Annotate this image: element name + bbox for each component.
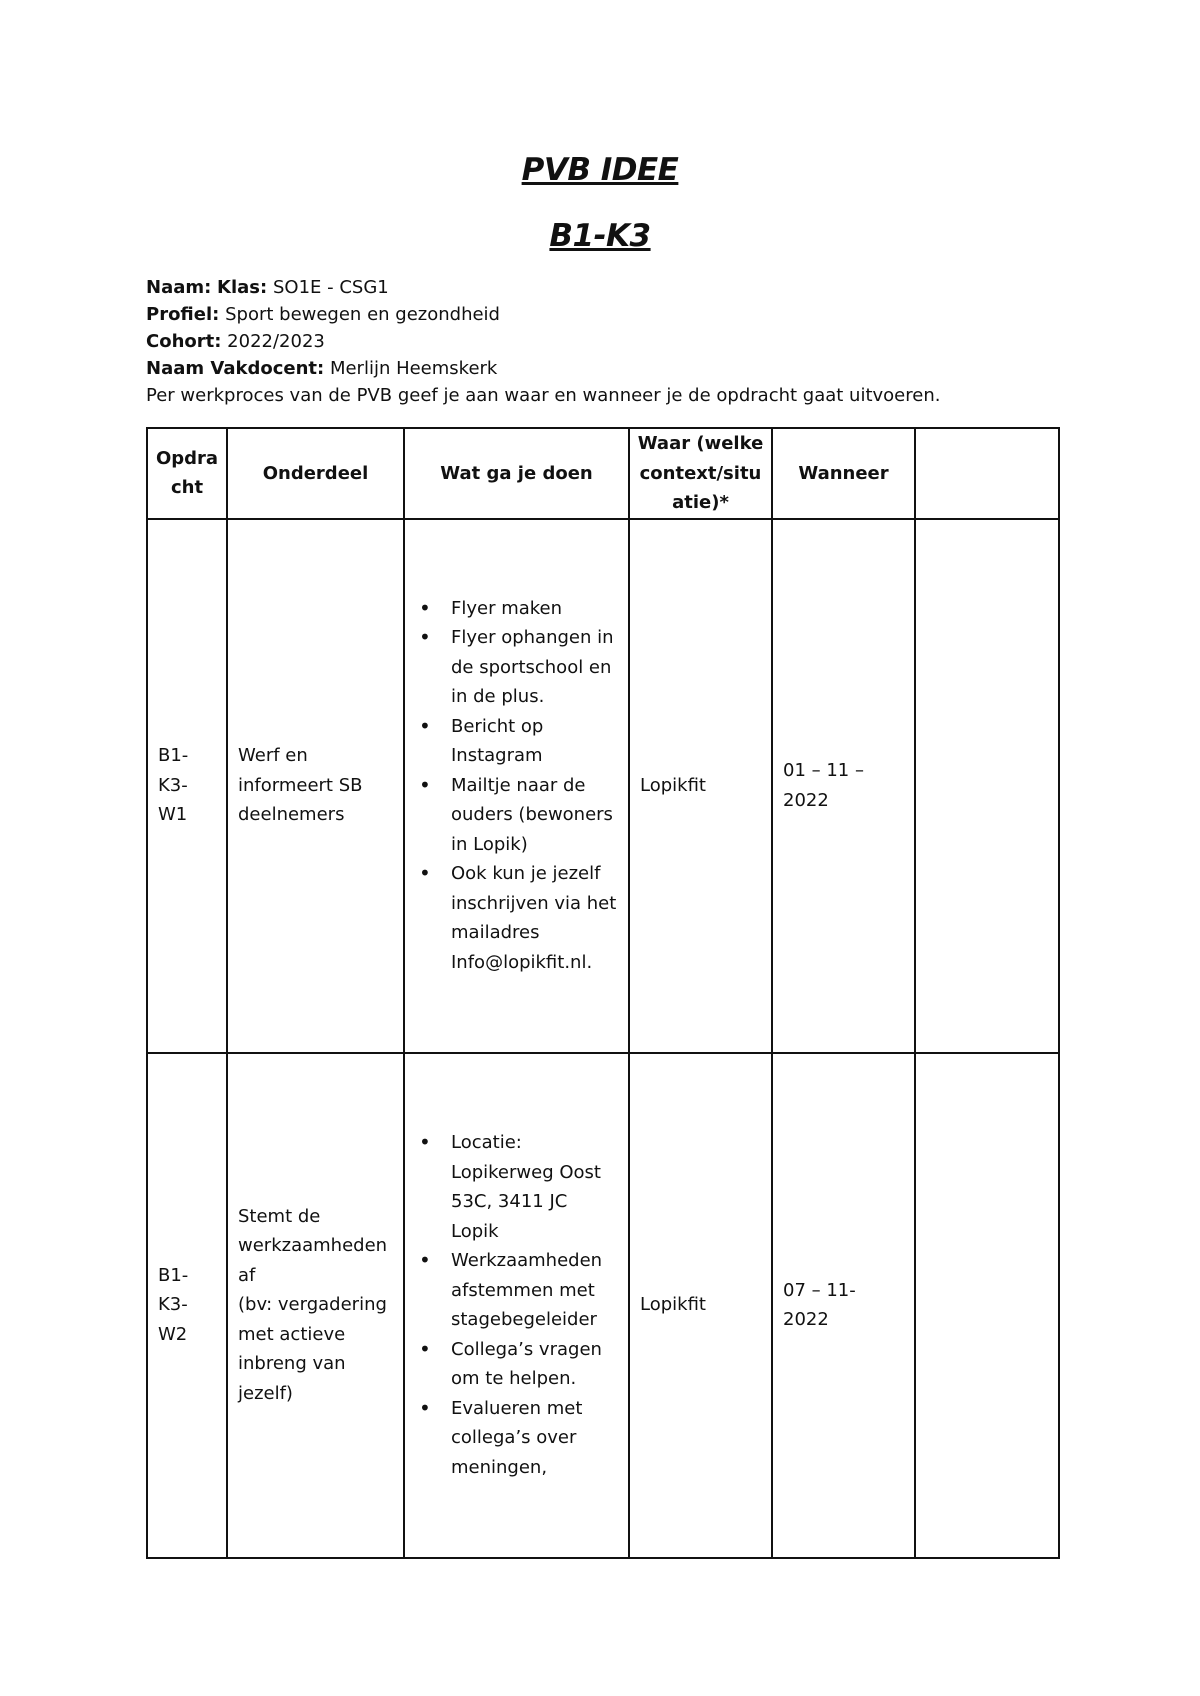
list-item: • Flyer ophangen in de sportschool en in de plus. — [415, 623, 618, 712]
list-item: • Werkzaamheden afstemmen met stagebegeleider — [415, 1246, 618, 1335]
header-wanneer: Wanneer — [772, 428, 915, 519]
naam-klas-line — [146, 274, 1126, 301]
cohort-line — [146, 328, 1126, 355]
list-item: • Collega’s vragen om te helpen. — [415, 1335, 618, 1394]
cell-onderdeel: Werf en informeert SB deelnemers — [227, 519, 404, 1053]
student-info — [146, 274, 1126, 409]
cell-opdracht: B1-K3-W1 — [147, 519, 227, 1053]
cell-opdracht: B1-K3-W2 — [147, 1053, 227, 1558]
list-item: • Evalueren met collega’s over meningen, — [415, 1394, 618, 1483]
list-item: • Bericht op Instagram — [415, 712, 618, 771]
cell-wanneer: 01 – 11 – 2022 — [772, 519, 915, 1053]
cell-wanneer: 07 – 11- 2022 — [772, 1053, 915, 1558]
header-extra — [915, 428, 1059, 519]
onderdeel-main: Stemt de werkzaamheden af — [238, 1205, 388, 1286]
onderdeel-note: (bv: vergadering met actieve inbreng van jezelf) — [238, 1294, 387, 1404]
klas-label: Klas: — [217, 277, 268, 298]
pvb-table — [146, 427, 1060, 1559]
naam-label: Naam: — [146, 277, 212, 298]
vakdocent-line — [146, 355, 1126, 382]
table-row — [147, 1053, 1059, 1558]
vakdocent-label: Naam Vakdocent: — [146, 358, 325, 379]
cell-waar: Lopikfit — [629, 1053, 772, 1558]
cohort-value: 2022/2023 — [227, 331, 325, 352]
activity-list — [415, 1128, 618, 1482]
table-row — [147, 519, 1059, 1053]
header-opdracht: Opdracht — [147, 428, 227, 519]
vakdocent-value: Merlijn Heemskerk — [329, 358, 498, 379]
list-item: • Mailtje naar de ouders (bewoners in Lopik) — [415, 771, 618, 860]
list-item: • Locatie: Lopikerweg Oost 53C, 3411 JC Lopik — [415, 1128, 618, 1246]
document-subtitle: B1-K3 — [549, 218, 651, 254]
cell-waar: Lopikfit — [629, 519, 772, 1053]
profiel-label: Profiel: — [146, 304, 220, 325]
header-onderdeel: Onderdeel — [227, 428, 404, 519]
instruction-text: Per werkproces van de PVB geef je aan waar en wanneer je de opdracht gaat uitvoeren. — [146, 385, 941, 406]
profiel-line — [146, 301, 1126, 328]
table-header-row — [147, 428, 1059, 519]
profiel-value: Sport bewegen en gezondheid — [225, 304, 500, 325]
header-wat: Wat ga je doen — [404, 428, 629, 519]
cell-extra — [915, 1053, 1059, 1558]
header-waar: Waar (welke context/situatie)* — [629, 428, 772, 519]
list-item: • Ook kun je jezelf inschrijven via het mailadres Info@lopikfit.nl. — [415, 859, 618, 977]
cell-wat — [404, 519, 629, 1053]
klas-value: SO1E - CSG1 — [272, 277, 389, 298]
activity-list — [415, 594, 618, 978]
cell-extra — [915, 519, 1059, 1053]
cell-onderdeel — [227, 1053, 404, 1558]
list-item: • Flyer maken — [415, 594, 618, 624]
cohort-label: Cohort: — [146, 331, 222, 352]
document-title: PVB IDEE — [521, 152, 679, 188]
cell-wat — [404, 1053, 629, 1558]
